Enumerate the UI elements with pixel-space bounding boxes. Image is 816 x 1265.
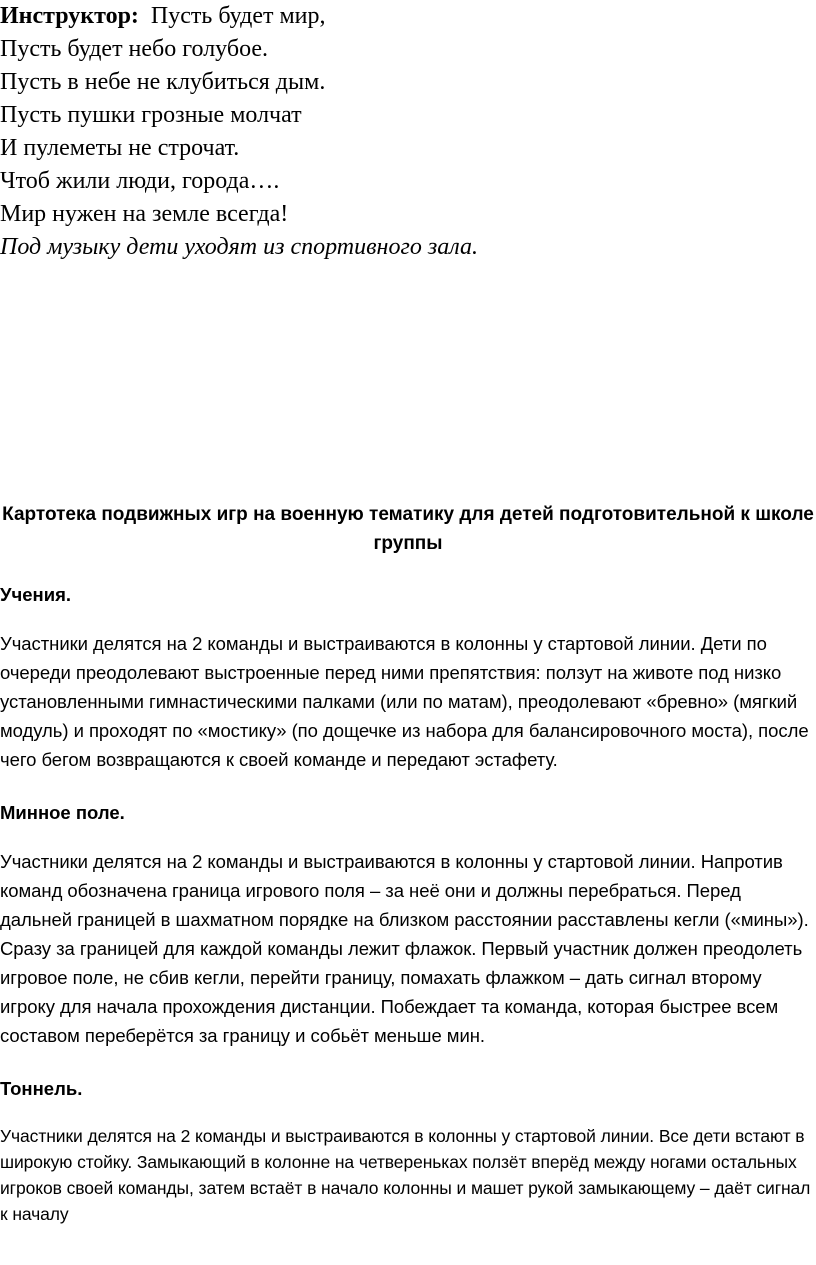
poem-line-4: Пусть пушки грозные молчат [0, 102, 302, 128]
stage-direction: Под музыку дети уходят из спортивного зала. [0, 234, 478, 260]
poem-line-7: Мир нужен на земле всегда! [0, 201, 289, 227]
game-description: Участники делятся на 2 команды и выстраиваются в колонны у стартовой линии. Напротив команд обозначена граница игрового поля – за неё они и должны перебраться. Перед дальней границей в шахматном порядке на близком расстоянии расставлены кегли («мины»). Сразу за границей для каждой команды лежит флажок. Первый участник должен преодолеть игровое поле, не сбив кегли, перейти границу, помахать флажком – дать сигнал второму игроку для начала прохождения дистанции. Побеждает та команда, которая быстрее всем составом переберётся за границу и собьёт меньше мин. [0, 851, 809, 1046]
game-title: Учения. [0, 584, 72, 605]
poem-line-6: Чтоб жили люди, города…. [0, 168, 280, 194]
game-section-drills [0, 580, 816, 774]
poem-line-5: И пулеметы не строчат. [0, 135, 240, 161]
game-title: Тоннель. [0, 1078, 83, 1099]
games-card-index [0, 500, 816, 1251]
poem-line-3: Пусть в небе не клубиться дым. [0, 69, 326, 95]
game-description: Участники делятся на 2 команды и выстраиваются в колонны у стартовой линии. Дети по очереди преодолевают выстроенные перед ними препятствия: ползут на животе под низко установленными гимнастическими палками (или по матам), преодолевают «бревно» (мягкий модуль) и проходят по «мостику» (по дощечке из набора для балансировочного моста), после чего бегом возвращаются к своей команде и передают эстафету. [0, 633, 809, 770]
speaker-label: Инструктор: [0, 3, 139, 29]
poem-block [0, 0, 816, 264]
game-description: Участники делятся на 2 команды и выстраиваются в колонны у стартовой линии. Все дети встают в широкую стойку. Замыкающий в колонне на четвереньках ползёт вперёд между ногами остальных игроков своей команды, затем встаёт в начало колонны и машет рукой замыкающему – даёт сигнал к началу [0, 1126, 811, 1224]
game-section-minefield [0, 798, 816, 1050]
card-index-title: Картотека подвижных игр на военную тематику для детей подготовительной к школе группы [2, 504, 814, 554]
game-section-tunnel [0, 1074, 816, 1227]
poem-line-1 [0, 0, 816, 33]
game-title: Минное поле. [0, 802, 125, 823]
poem-line-text: Пусть будет мир, [150, 3, 326, 29]
poem-line-2: Пусть будет небо голубое. [0, 36, 269, 62]
